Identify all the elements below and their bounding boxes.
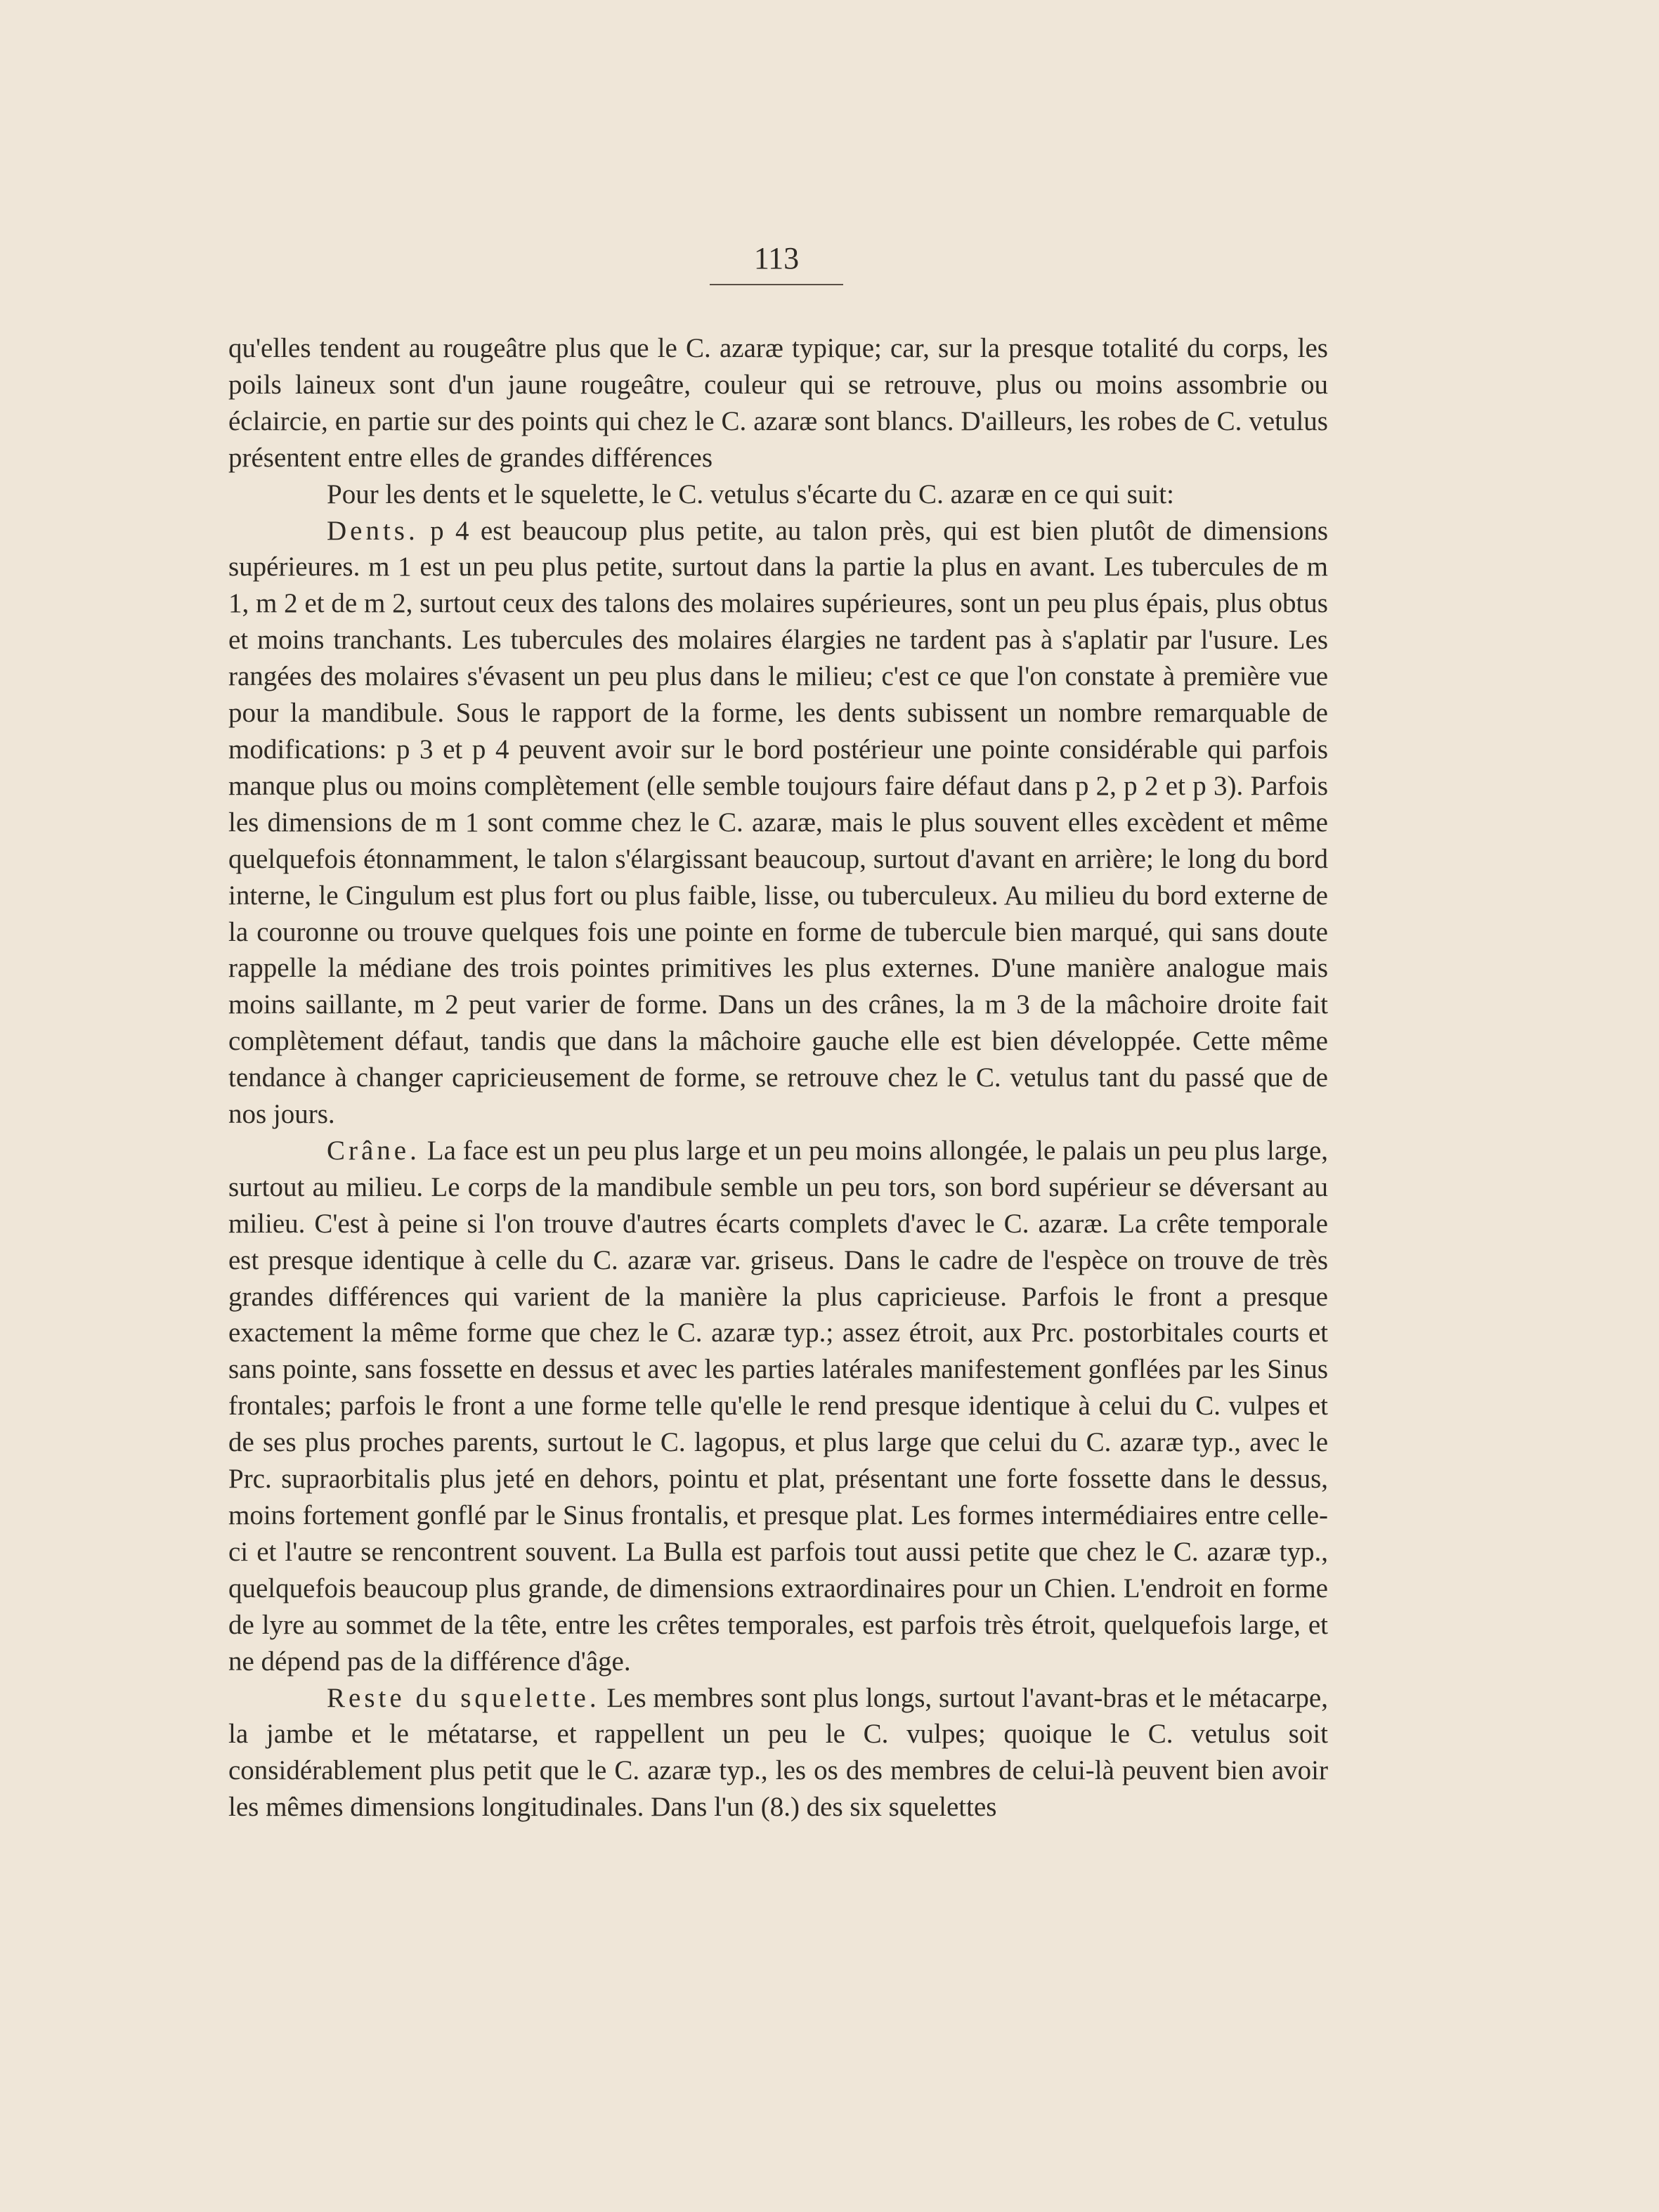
paragraph-dents-text: p 4 est beaucoup plus petite, au talon près, qui est bien plutôt de dimensions supérieures. m 1 est un peu plus petite, surtout dans la partie la plus en avant. Les tubercules de m 1, m 2 et de m 2, surtout ceux des talons des molaires supérieures, sont un peu plus épais, plus obtus et moins tranchants. Les tubercules des molaires élargies ne tardent pas à s'aplatir par l'usure. Les rangées des molaires s'évasent un peu plus dans le milieu; c'est ce que l'on constate à première vue pour la mandibule. Sous le rapport de la forme, les dents subissent un nombre remarquable de modifications: p 3 et p 4 peuvent avoir sur le bord postérieur une pointe considérable qui parfois manque plus ou moins complètement (elle semble toujours faire défaut dans p 2, p 2 et p 3). Parfois les dimensions de m 1 sont comme chez le C. azaræ, mais le plus souvent elles excèdent et même quelquefois étonnamment, le talon s'élargissant beaucoup, surtout d'avant en arrière; le long du bord interne, le Cingulum est plus fort ou plus faible, lisse, ou tuberculeux. Au milieu du bord externe de la couronne ou trouve quelques fois une pointe en forme de tubercule bien marqué, qui sans doute rappelle la médiane des trois pointes primitives les plus externes. D'une manière analogue mais moins saillante, m 2 peut varier de forme. Dans un des crânes, la m 3 de la mâchoire droite fait complètement défaut, tandis que dans la mâchoire gauche elle est bien développée. Cette même tendance à changer capricieusement de forme, se retrouve chez le C. vetulus tant du passé que de nos jours. — [228, 515, 1328, 1130]
section-heading-squelette: Reste du squelette. — [327, 1682, 600, 1713]
paragraph-robes: qu'elles tendent au rougeâtre plus que le C. azaræ typique; car, sur la presque totalité du corps, les poils laineux sont d'un jaune rougeâtre, couleur qui se retrouve, plus ou moins assombrie ou éclaircie, en partie sur des points qui chez le C. azaræ sont blancs. D'ailleurs, les robes de C. vetulus présentent entre elles de grandes différences — [228, 333, 1328, 473]
section-heading-dents: Dents. — [327, 515, 419, 546]
section-heading-crane: Crâne. — [327, 1135, 420, 1166]
paragraph-dents — [228, 513, 1328, 1133]
paragraph-squelette — [228, 1680, 1328, 1826]
body-text — [228, 330, 1328, 1826]
paragraph-crane-text: La face est un peu plus large et un peu moins allongée, le palais un peu plus large, surtout au milieu. Le corps de la mandibule semble un peu tors, son bord supérieur se déversant au milieu. C'est à peine si l'on trouve d'autres écarts complets d'avec le C. azaræ. La crête temporale est presque identique à celle du C. azaræ var. griseus. Dans le cadre de l'espèce on trouve de très grandes différences qui varient de la manière la plus capricieuse. Parfois le front a presque exactement la même forme que chez le C. azaræ typ.; assez étroit, aux Prc. postorbitales courts et sans pointe, sans fossette en dessus et avec les parties latérales manifestement gonflées par les Sinus frontales; parfois le front a une forme telle qu'elle le rend presque identique à celui du C. vulpes et de ses plus proches parents, surtout le C. lagopus, et plus large que celui du C. azaræ typ., avec le Prc. supraorbitalis plus jeté en dehors, pointu et plat, présentant une forte fossette dans le dessus, moins fortement gonflé par le Sinus frontalis, et presque plat. Les formes intermédiaires entre celle-ci et l'autre se rencontrent souvent. La Bulla est parfois tout aussi petite que chez le C. azaræ typ., quelquefois beaucoup plus grande, de dimensions extraordinaires pour un Chien. L'endroit en forme de lyre au sommet de la tête, entre les crêtes temporales, est parfois très étroit, quelquefois large, et ne dépend pas de la différence d'âge. — [228, 1135, 1329, 1677]
paragraph-crane — [228, 1133, 1328, 1680]
page-number-rule — [710, 284, 843, 285]
paragraph-intro-dents-squelette: Pour les dents et le squelette, le C. vetulus s'écarte du C. azaræ en ce qui suit: — [327, 479, 1174, 509]
paragraph-squelette-text: Les membres sont plus longs, surtout l'avant-bras et le métacarpe, la jambe et le métatarse, et rappellent un peu le C. vulpes; quoique le C. vetulus soit considérablement plus petit que le C. azaræ typ., les os des membres de celui-là peuvent bien avoir les mêmes dimensions longitudinales. Dans l'un (8.) des six squelettes — [228, 1682, 1328, 1823]
page-number: 113 — [753, 241, 800, 275]
